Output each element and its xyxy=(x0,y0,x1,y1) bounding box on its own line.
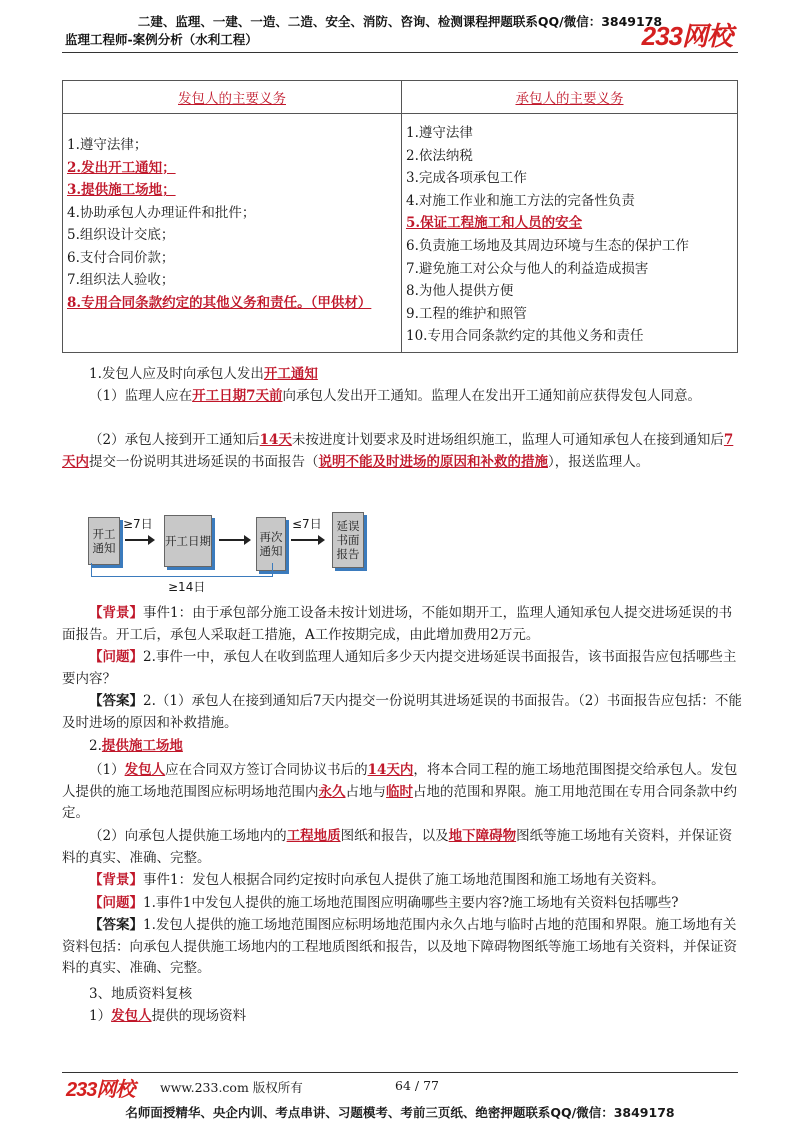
site-logo: 233网校 xyxy=(641,21,732,51)
flow-box-delay-report: 延误书面报告 xyxy=(332,512,364,568)
section1-para2: （2）承包人接到开工通知后14天未按进度计划要求及时进场组织施工，监理人可通知承包人在接到通知后7天内提交一份说明其进场延误的书面报告（说明不能及时进场的原因和补救的措施），报送监理人。 xyxy=(62,432,734,470)
section2-para1: （1）发包人应在合同双方签订合同协议书后的14天内，将本合同工程的施工场地范围图提交给承包人。发包人提供的施工场地范围图应标明场地范围内永久占地与临时占地的范围和界限。施工用地范围在专用合同条款中约定。 xyxy=(62,762,738,821)
q1-answer: 【答案】2.（1）承包人在接到通知后7天内提交一份说明其进场延误的书面报告。（2）书面报告应包括：不能及时进场的原因和补救措施。 xyxy=(62,693,742,731)
header-divider xyxy=(62,52,738,53)
contractor-duty-item: 10.专用合同条款约定的其他义务和责任 xyxy=(406,328,644,345)
employer-duty-item: 2.发出开工通知； xyxy=(67,159,176,176)
employer-duty-item: 4.协助承包人办理证件和批件； xyxy=(67,204,256,221)
employer-duty-item: 1.遵守法律； xyxy=(67,137,148,153)
q2-answer: 【答案】1.发包人提供的施工场地范围图应标明场地范围内永久占地与临时占地的范围和界限。施工场地有关资料包括：向承包人提供施工场地内的工程地质图纸和报告，以及地下障碍物图纸等施工场地有关资料，并保证资料的真实、准确、完整。 xyxy=(62,917,737,976)
footer-divider xyxy=(62,1072,738,1073)
header-course-title: 监理工程师-案例分析（水利工程） xyxy=(65,32,258,47)
section1-para1: （1）监理人应在开工日期7天前向承包人发出开工通知。监理人在发出开工通知前应获得发包人同意。 xyxy=(89,388,701,404)
header-promo-line: 二建、监理、一建、一造、二造、安全、消防、咨询、检测课程押题联系QQ/微信：3849178 xyxy=(137,14,663,29)
employer-duty-item: 7.组织法人验收； xyxy=(67,272,175,288)
contractor-duty-item: 8.为他人提供方便 xyxy=(406,283,514,300)
flow-box-start-date: 开工日期 xyxy=(164,515,212,567)
flow-box-start-notice: 开工通知 xyxy=(88,517,120,565)
employer-duties-cell xyxy=(63,114,402,353)
contractor-duty-item: 9.工程的维护和照管 xyxy=(406,305,527,322)
table-header-employer: 发包人的主要义务 xyxy=(63,81,402,114)
contractor-duty-item: 5.保证工程施工和人员的安全 xyxy=(406,215,583,232)
flow-label-14days: ≥14日 xyxy=(168,580,206,594)
contractor-duty-item: 1.遵守法律 xyxy=(406,125,473,141)
notice-flow-diagram xyxy=(88,511,388,601)
contractor-duties-cell xyxy=(402,114,738,353)
contractor-duty-item: 3.完成各项承包工作 xyxy=(406,170,527,187)
flow-bracket-14days xyxy=(91,563,273,577)
employer-duty-item: 3.提供施工场地； xyxy=(67,182,176,198)
flow-arrow xyxy=(291,539,319,541)
employer-duty-item: 5.组织设计交底； xyxy=(67,227,175,243)
q2-background: 【背景】事件1：发包人根据合同约定按时向承包人提供了施工场地范围图和施工场地有关资料。 xyxy=(89,872,665,888)
footer-copyright: www.233.com 版权所有 xyxy=(160,1080,303,1095)
flow-label-7days-max: ≤7日 xyxy=(292,517,322,531)
page-number: 64 / 77 xyxy=(395,1078,439,1093)
section3-sub: 1）发包人提供的现场资料 xyxy=(89,1008,247,1024)
contractor-duty-item: 2.依法纳税 xyxy=(406,147,473,164)
q1-question: 【问题】2.事件一中，承包人在收到监理人通知后多少天内提交进场延误书面报告，该书面报告应包括哪些主要内容？ xyxy=(62,649,737,687)
q1-background: 【背景】事件1：由于承包部分施工设备未按计划进场，不能如期开工，监理人通知承包人提交进场延误的书面报告。开工后，承包人采取赶工措施，A工作按期完成，由此增加费用2万元。 xyxy=(62,605,733,643)
flow-box-second-notice: 再次通知 xyxy=(256,517,286,571)
section2-para2: （2）向承包人提供施工场地内的工程地质图纸和报告，以及地下障碍物图纸等施工场地有关资料，并保证资料的真实、准确、完整。 xyxy=(62,828,733,866)
section2-title: 2.提供施工场地 xyxy=(89,738,183,754)
q2-question: 【问题】1.事件1中发包人提供的施工场地范围图应明确哪些主要内容?施工场地有关资料包括哪些? xyxy=(89,895,679,911)
section1-title: 1.发包人应及时向承包人发出开工通知 xyxy=(89,366,318,382)
employer-duty-item: 6.支付合同价款； xyxy=(67,249,175,266)
flow-label-7days-min: ≥7日 xyxy=(123,517,153,531)
footer-logo: 233网校 xyxy=(66,1079,135,1101)
contractor-duty-item: 6.负责施工场地及其周边环境与生态的保护工作 xyxy=(406,237,689,254)
employer-duty-item: 8.专用合同条款约定的其他义务和责任。（甲供材） xyxy=(67,294,372,311)
contractor-duty-item: 7.避免施工对公众与他人的利益造成损害 xyxy=(406,260,649,277)
table-header-contractor: 承包人的主要义务 xyxy=(402,81,738,114)
duties-table xyxy=(62,80,738,353)
contractor-duty-item: 4.对施工作业和施工方法的完备性负责 xyxy=(406,192,635,209)
flow-arrow xyxy=(125,539,149,541)
section3-title: 3、地质资料复核 xyxy=(89,986,193,1002)
flow-arrow xyxy=(219,539,245,541)
footer-promo-line: 名师面授精华、央企内训、考点串讲、习题模考、考前三页纸、绝密押题联系QQ/微信：3849178 xyxy=(125,1105,675,1120)
